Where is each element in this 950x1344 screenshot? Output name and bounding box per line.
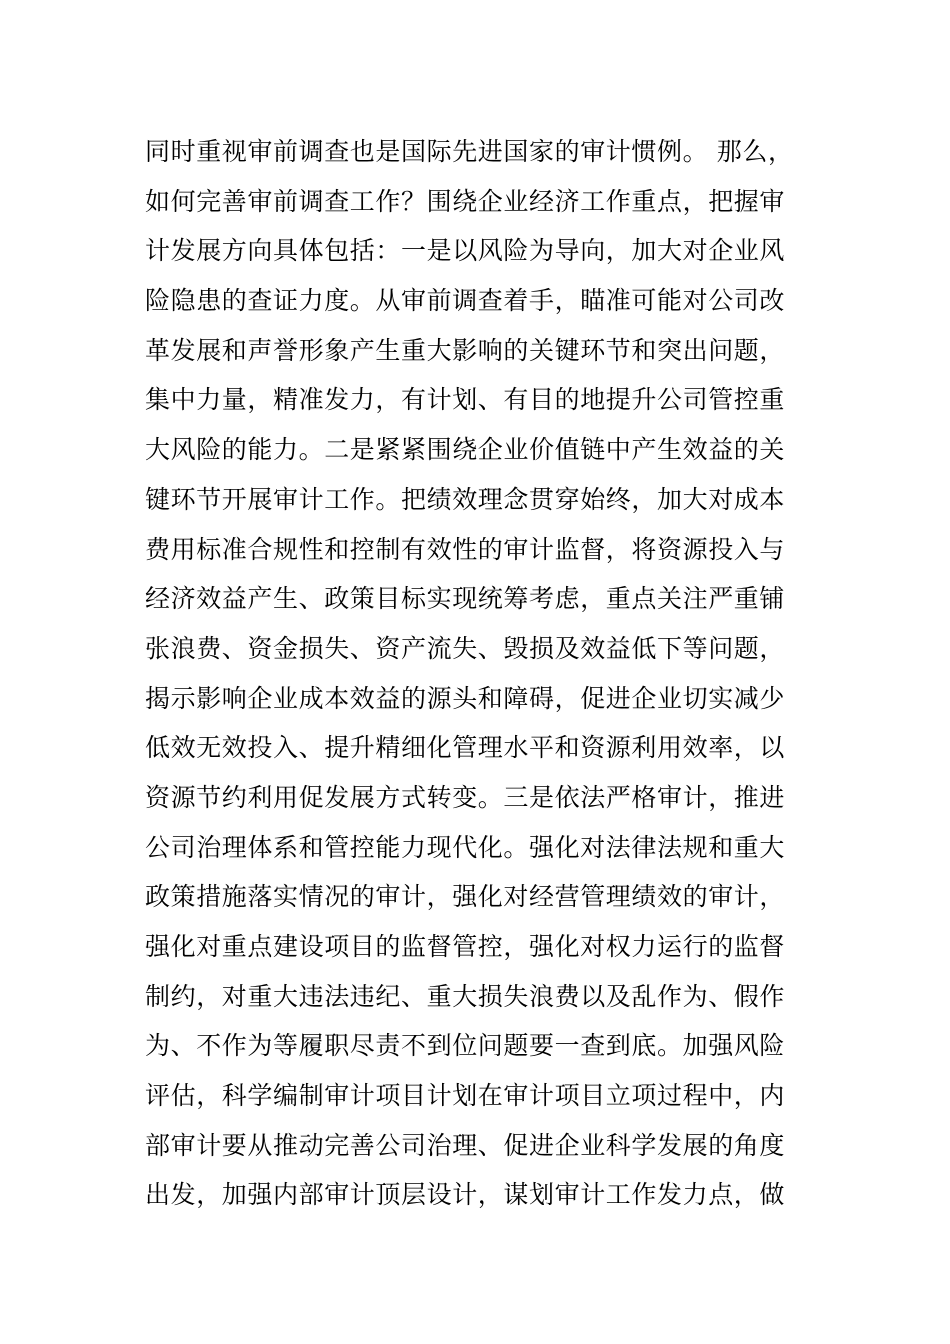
text-line: 费用标准合规性和控制有效性的审计监督，将资源投入与: [145, 534, 786, 564]
text-line: 评估，科学编制审计项目计划在审计项目立项过程中，内: [145, 1081, 786, 1111]
text-line: 大风险的能力。二是紧紧围绕企业价值链中产生效益的关: [145, 435, 786, 465]
text-line: 经济效益产生、政策目标实现统筹考虑，重点关注严重铺: [145, 584, 786, 614]
body-text: [145, 127, 795, 1220]
text-line: 计发展方向具体包括：一是以风险为导向，加大对企业风: [145, 236, 786, 266]
text-line: 革发展和声誉形象产生重大影响的关键环节和突出问题，: [145, 335, 786, 365]
text-line: 出发，加强内部审计顶层设计，谋划审计工作发力点，做: [145, 1180, 786, 1210]
text-line: 公司治理体系和管控能力现代化。强化对法律法规和重大: [145, 832, 786, 862]
text-line: 险隐患的查证力度。从审前调查着手，瞄准可能对公司改: [145, 286, 786, 316]
text-line: 如何完善审前调查工作？围绕企业经济工作重点，把握审: [145, 186, 786, 216]
text-line: 集中力量，精准发力，有计划、有目的地提升公司管控重: [145, 385, 786, 415]
text-line: 同时重视审前调查也是国际先进国家的审计惯例。 那么，: [145, 137, 794, 166]
text-line: 政策措施落实情况的审计，强化对经营管理绩效的审计，: [145, 882, 786, 912]
text-line: 揭示影响企业成本效益的源头和障碍，促进企业切实减少: [145, 683, 786, 713]
text-line: 为、不作为等履职尽责不到位问题要一查到底。加强风险: [145, 1031, 786, 1061]
text-line: 低效无效投入、提升精细化管理水平和资源利用效率，以: [145, 733, 786, 763]
text-line: 制约，对重大违法违纪、重大损失浪费以及乱作为、假作: [145, 981, 786, 1011]
text-line: 部审计要从推动完善公司治理、促进企业科学发展的角度: [145, 1130, 786, 1160]
text-line: 键环节开展审计工作。把绩效理念贯穿始终，加大对成本: [145, 484, 786, 514]
text-line: 强化对重点建设项目的监督管控，强化对权力运行的监督: [145, 932, 786, 961]
text-line: 张浪费、资金损失、资产流失、毁损及效益低下等问题，: [145, 633, 786, 663]
text-line: 资源节约利用促发展方式转变。三是依法严格审计，推进: [145, 782, 786, 812]
